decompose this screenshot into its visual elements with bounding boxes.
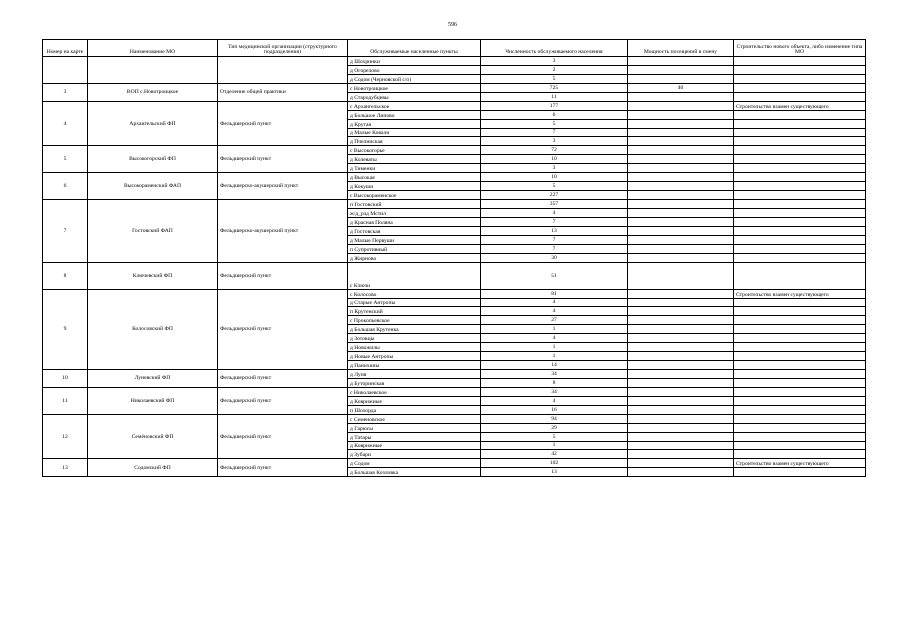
capacity-cell <box>628 289 734 298</box>
construction-cell <box>734 405 866 414</box>
population-cell: 1 <box>481 441 628 450</box>
construction-cell <box>734 119 866 128</box>
map-number-cell: 12 <box>43 414 88 459</box>
capacity-cell <box>628 352 734 361</box>
population-cell: 72 <box>481 146 628 155</box>
settlement-cell: п Шохорда <box>348 405 481 414</box>
settlement-cell: с Высокораменское <box>348 191 481 200</box>
construction-cell <box>734 352 866 361</box>
organization-type-cell: Фельдшерский пункт <box>218 459 348 477</box>
header-map-number: Номер на карте <box>43 40 88 57</box>
organization-type-cell <box>218 57 348 84</box>
construction-cell <box>734 387 866 396</box>
capacity-cell <box>628 396 734 405</box>
population-cell: 3 <box>481 164 628 173</box>
population-cell: 7 <box>481 244 628 253</box>
table-row <box>43 459 866 468</box>
organization-type-cell: Фельдшерский пункт <box>218 146 348 173</box>
map-number-cell: 3 <box>43 83 88 101</box>
mo-name-cell <box>88 57 218 84</box>
capacity-cell <box>628 65 734 74</box>
organization-type-cell: Фельдшерский пункт <box>218 262 348 289</box>
header-organization-type: Тип медицинской организации (структурного подразделения) <box>218 40 348 57</box>
capacity-cell <box>628 325 734 334</box>
construction-cell <box>734 316 866 325</box>
construction-cell <box>734 235 866 244</box>
settlement-cell: п Крутенский <box>348 307 481 316</box>
header-construction: Строительство нового объекта, либо изменение типа МО <box>734 40 866 57</box>
settlement-cell: д Зубари <box>348 450 481 459</box>
table-row <box>43 146 866 155</box>
mo-name-cell: Ключевский ФП <box>88 262 218 289</box>
settlement-cell: д Большая Козловка <box>348 468 481 477</box>
construction-cell <box>734 432 866 441</box>
population-cell: 14 <box>481 361 628 370</box>
construction-cell <box>734 57 866 66</box>
settlement-cell: д Новожилы <box>348 343 481 352</box>
table-body <box>43 57 866 477</box>
capacity-cell <box>628 137 734 146</box>
population-cell: 29 <box>481 423 628 432</box>
settlement-cell: д Коврижные <box>348 396 481 405</box>
construction-cell <box>734 74 866 83</box>
mo-name-cell: Высокораменский ФАП <box>88 173 218 200</box>
capacity-cell <box>628 361 734 370</box>
settlement-cell: с Колосово <box>348 289 481 298</box>
settlement-cell: д Большое Липово <box>348 110 481 119</box>
capacity-cell <box>628 441 734 450</box>
organization-type-cell: Отделение общей практики <box>218 83 348 101</box>
mo-name-cell: Луневский ФП <box>88 370 218 388</box>
construction-cell <box>734 226 866 235</box>
construction-cell <box>734 217 866 226</box>
population-cell: 13 <box>481 468 628 477</box>
construction-cell <box>734 155 866 164</box>
construction-cell: Строительство взамен существующего <box>734 289 866 298</box>
mo-name-cell: Содомский ФП <box>88 459 218 477</box>
population-cell: 3 <box>481 137 628 146</box>
capacity-cell <box>628 307 734 316</box>
capacity-cell <box>628 316 734 325</box>
population-cell: 94 <box>481 414 628 423</box>
population-cell: 51 <box>481 262 628 289</box>
settlement-cell: д Гостовская <box>348 226 481 235</box>
population-cell: 8 <box>481 378 628 387</box>
population-cell: 1 <box>481 325 628 334</box>
construction-cell <box>734 65 866 74</box>
population-cell: 227 <box>481 191 628 200</box>
capacity-cell <box>628 405 734 414</box>
construction-cell <box>734 262 866 289</box>
settlement-cell: д Малые Ковали <box>348 128 481 137</box>
population-cell: 1 <box>481 343 628 352</box>
construction-cell <box>734 191 866 200</box>
population-cell: 34 <box>481 370 628 379</box>
medical-organizations-table <box>42 39 866 477</box>
population-cell: 4 <box>481 298 628 307</box>
table-row <box>43 370 866 379</box>
table-row <box>43 289 866 298</box>
population-cell: 4 <box>481 307 628 316</box>
capacity-cell <box>628 128 734 137</box>
capacity-cell <box>628 244 734 253</box>
capacity-cell <box>628 155 734 164</box>
settlement-cell: д Зотовцы <box>348 334 481 343</box>
population-cell: 7 <box>481 217 628 226</box>
construction-cell <box>734 441 866 450</box>
table-row <box>43 83 866 92</box>
construction-cell: Строительство взамен существующего <box>734 101 866 110</box>
capacity-cell <box>628 414 734 423</box>
population-cell: 6 <box>481 110 628 119</box>
population-cell: 4 <box>481 396 628 405</box>
capacity-cell <box>628 370 734 379</box>
construction-cell <box>734 137 866 146</box>
capacity-cell <box>628 146 734 155</box>
settlement-cell: д Гарюсы <box>348 423 481 432</box>
population-cell: 5 <box>481 74 628 83</box>
capacity-cell <box>628 182 734 191</box>
map-number-cell: 6 <box>43 173 88 200</box>
capacity-cell: 40 <box>628 83 734 92</box>
construction-cell <box>734 182 866 191</box>
settlement-cell: ж/д_рзд Мстил <box>348 208 481 217</box>
capacity-cell <box>628 343 734 352</box>
capacity-cell <box>628 298 734 307</box>
construction-cell <box>734 173 866 182</box>
mo-name-cell: Николаевский ФП <box>88 387 218 414</box>
population-cell: 3 <box>481 57 628 66</box>
construction-cell <box>734 92 866 101</box>
population-cell: 11 <box>481 92 628 101</box>
construction-cell <box>734 164 866 173</box>
settlement-cell: д Огорелово <box>348 65 481 74</box>
settlement-cell: д Крутая <box>348 119 481 128</box>
settlement-cell: с Прокопьевское <box>348 316 481 325</box>
capacity-cell <box>628 173 734 182</box>
population-cell: 5 <box>481 432 628 441</box>
capacity-cell <box>628 378 734 387</box>
capacity-cell <box>628 101 734 110</box>
capacity-cell <box>628 110 734 119</box>
map-number-cell <box>43 57 88 84</box>
population-cell: 27 <box>481 316 628 325</box>
capacity-cell <box>628 164 734 173</box>
settlement-cell: д Красная Поляна <box>348 217 481 226</box>
population-cell: 725 <box>481 83 628 92</box>
map-number-cell: 4 <box>43 101 88 146</box>
population-cell: 7 <box>481 128 628 137</box>
map-number-cell: 5 <box>43 146 88 173</box>
construction-cell <box>734 343 866 352</box>
table-row <box>43 101 866 110</box>
map-number-cell: 7 <box>43 200 88 263</box>
settlement-cell: с Высокогорье <box>348 146 481 155</box>
settlement-cell: д Колеваты <box>348 155 481 164</box>
settlement-cell: д Луня <box>348 370 481 379</box>
mo-name-cell: Колосовский ФП <box>88 289 218 369</box>
settlement-cell: д Панихины <box>348 361 481 370</box>
capacity-cell <box>628 226 734 235</box>
capacity-cell <box>628 217 734 226</box>
table-row <box>43 262 866 289</box>
population-cell: 357 <box>481 200 628 209</box>
mo-name-cell: Высокогорский ФП <box>88 146 218 173</box>
map-number-cell: 10 <box>43 370 88 388</box>
settlement-cell: д Большая Крутенка <box>348 325 481 334</box>
settlement-cell: д Татары <box>348 432 481 441</box>
settlement-cell: д Стародубцевы <box>348 92 481 101</box>
organization-type-cell: Фельдшерский пункт <box>218 289 348 369</box>
construction-cell <box>734 128 866 137</box>
construction-cell <box>734 450 866 459</box>
settlement-cell: д Содом (Черновской с/о) <box>348 74 481 83</box>
capacity-cell <box>628 468 734 477</box>
construction-cell <box>734 83 866 92</box>
table-row <box>43 414 866 423</box>
settlement-cell: п Гостовский <box>348 200 481 209</box>
settlement-cell: с Николаевское <box>348 387 481 396</box>
settlement-cell: п Супротивный <box>348 244 481 253</box>
table-row <box>43 387 866 396</box>
construction-cell <box>734 361 866 370</box>
capacity-cell <box>628 119 734 128</box>
settlement-cell: д Шохринки <box>348 57 481 66</box>
population-cell: 30 <box>481 253 628 262</box>
settlement-cell: д Буторинская <box>348 378 481 387</box>
population-cell: 13 <box>481 226 628 235</box>
construction-cell <box>734 396 866 405</box>
construction-cell <box>734 208 866 217</box>
organization-type-cell: Фельдшерско-акушерский пункт <box>218 173 348 200</box>
settlement-cell: д Содом <box>348 459 481 468</box>
settlement-cell: д Жирново <box>348 253 481 262</box>
mo-name-cell: Семёновский ФП <box>88 414 218 459</box>
construction-cell <box>734 244 866 253</box>
population-cell: 1 <box>481 352 628 361</box>
population-cell: 4 <box>481 334 628 343</box>
capacity-cell <box>628 74 734 83</box>
capacity-cell <box>628 57 734 66</box>
settlement-cell: д Тименки <box>348 164 481 173</box>
population-cell: 5 <box>481 119 628 128</box>
population-cell: 5 <box>481 182 628 191</box>
map-number-cell: 11 <box>43 387 88 414</box>
settlement-cell: д Пчелинская <box>348 137 481 146</box>
capacity-cell <box>628 459 734 468</box>
capacity-cell <box>628 253 734 262</box>
construction-cell <box>734 423 866 432</box>
settlement-cell: с Новотроицкое <box>348 83 481 92</box>
capacity-cell <box>628 450 734 459</box>
population-cell: 102 <box>481 459 628 468</box>
construction-cell <box>734 110 866 119</box>
settlement-cell: д Высокая <box>348 173 481 182</box>
organization-type-cell: Фельдшерско-акушерский пункт <box>218 200 348 263</box>
population-cell: 177 <box>481 101 628 110</box>
header-settlements: Обслуживаемые населенные пункты <box>348 40 481 57</box>
population-cell: 10 <box>481 155 628 164</box>
table-row <box>43 200 866 209</box>
mo-name-cell: Архангельский ФП <box>88 101 218 146</box>
capacity-cell <box>628 262 734 289</box>
construction-cell <box>734 200 866 209</box>
capacity-cell <box>628 208 734 217</box>
construction-cell <box>734 468 866 477</box>
map-number-cell: 8 <box>43 262 88 289</box>
capacity-cell <box>628 191 734 200</box>
settlement-cell: с Ключи <box>348 262 481 289</box>
capacity-cell <box>628 423 734 432</box>
population-cell: 10 <box>481 173 628 182</box>
mo-name-cell: ВОП с.Новотроицкое <box>88 83 218 101</box>
population-cell: 2 <box>481 65 628 74</box>
settlement-cell: с Семеновское <box>348 414 481 423</box>
population-cell: 42 <box>481 450 628 459</box>
settlement-cell: с Архангельское <box>348 101 481 110</box>
settlement-cell: д Новые Антропы <box>348 352 481 361</box>
table-row <box>43 173 866 182</box>
capacity-cell <box>628 235 734 244</box>
capacity-cell <box>628 334 734 343</box>
construction-cell <box>734 414 866 423</box>
page-number: 596 <box>448 22 457 28</box>
population-cell: 4 <box>481 208 628 217</box>
construction-cell <box>734 334 866 343</box>
header-mo-name: Наименование МО <box>88 40 218 57</box>
capacity-cell <box>628 92 734 101</box>
population-cell: 81 <box>481 289 628 298</box>
capacity-cell <box>628 387 734 396</box>
population-cell: 7 <box>481 235 628 244</box>
mo-name-cell: Гостовский ФАП <box>88 200 218 263</box>
settlement-cell: д Малые Первуши <box>348 235 481 244</box>
table-header-row <box>43 40 866 57</box>
organization-type-cell: Фельдшерский пункт <box>218 387 348 414</box>
map-number-cell: 9 <box>43 289 88 369</box>
construction-cell <box>734 307 866 316</box>
population-cell: 34 <box>481 387 628 396</box>
settlement-cell: д Кокуши <box>348 182 481 191</box>
settlement-cell: д Старые Антропы <box>348 298 481 307</box>
organization-type-cell: Фельдшерский пункт <box>218 414 348 459</box>
construction-cell <box>734 298 866 307</box>
capacity-cell <box>628 432 734 441</box>
table-row <box>43 57 866 66</box>
construction-cell: Строительство взамен существующего <box>734 459 866 468</box>
construction-cell <box>734 325 866 334</box>
construction-cell <box>734 370 866 379</box>
organization-type-cell: Фельдшерский пункт <box>218 370 348 388</box>
header-capacity: Мощность посещений в смену <box>628 40 734 57</box>
map-number-cell: 13 <box>43 459 88 477</box>
settlement-cell: д Коврижные <box>348 441 481 450</box>
organization-type-cell: Фельдшерский пункт <box>218 101 348 146</box>
population-cell: 16 <box>481 405 628 414</box>
construction-cell <box>734 378 866 387</box>
construction-cell <box>734 146 866 155</box>
construction-cell <box>734 253 866 262</box>
capacity-cell <box>628 200 734 209</box>
header-population: Численность обслуживаемого населения <box>481 40 628 57</box>
